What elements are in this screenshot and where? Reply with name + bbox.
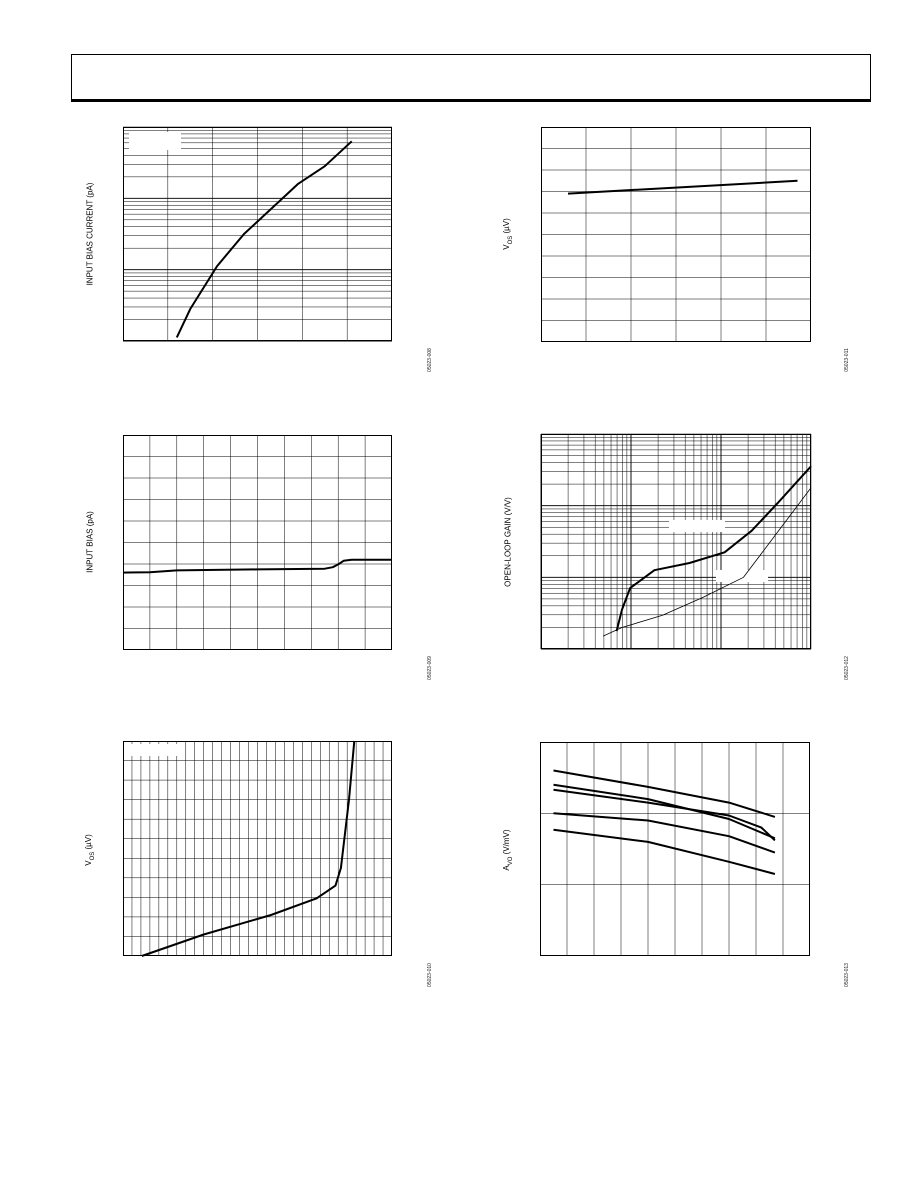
ylabel-vos-1-main: V xyxy=(502,244,512,250)
chart-input-bias-vs-vcm xyxy=(123,435,392,650)
figure-id-05023-008: 05023-008 xyxy=(427,348,433,372)
chart-open-loop-gain xyxy=(541,434,811,649)
ylabel-input-bias-current: INPUT BIAS CURRENT (pA) xyxy=(85,182,95,286)
chart-avo-vs-temp xyxy=(540,742,810,956)
chart-input-bias-vs-temp-svg xyxy=(123,127,392,341)
chart-avo-vs-temp-svg xyxy=(540,742,810,956)
ylabel-avo-sub: VO xyxy=(507,856,514,866)
chart-input-bias-vs-vcm-svg xyxy=(123,435,392,650)
ylabel-vos-1-sub: OS xyxy=(507,235,514,245)
chart-input-bias-vs-temp xyxy=(123,127,392,341)
chart-vos-vs-vcm-svg xyxy=(123,741,392,956)
ylabel-vos-2-main: V xyxy=(84,860,94,866)
chart-vos-vs-time-svg xyxy=(541,127,811,342)
legend-box xyxy=(128,744,180,756)
ylabel-vos-1-tail: (µV) xyxy=(502,218,512,236)
legend-box xyxy=(716,570,768,582)
legend-box xyxy=(129,132,181,150)
ylabel-vos-2 xyxy=(84,834,96,866)
chart-open-loop-gain-svg xyxy=(541,434,811,649)
figure-id-05023-010: 05023-010 xyxy=(427,963,433,987)
ylabel-vos-1 xyxy=(502,218,514,250)
ylabel-avo-main: A xyxy=(502,865,512,871)
ylabel-avo xyxy=(502,829,514,870)
chart-vos-vs-vcm xyxy=(123,741,392,956)
figure-id-05023-013: 05023-013 xyxy=(844,963,850,987)
ylabel-avo-tail: (V/mV) xyxy=(502,829,512,857)
figure-id-05023-012: 05023-012 xyxy=(844,656,850,680)
ylabel-vos-2-sub: OS xyxy=(89,851,96,861)
legend-box xyxy=(669,520,725,532)
ylabel-vos-2-tail: (µV) xyxy=(84,834,94,852)
ylabel-open-loop-gain: OPEN-LOOP GAIN (V/V) xyxy=(503,497,513,587)
page-header xyxy=(71,54,871,102)
figure-id-05023-009: 05023-009 xyxy=(427,656,433,680)
figure-id-05023-011: 05023-011 xyxy=(844,348,850,372)
ylabel-input-bias: INPUT BIAS (pA) xyxy=(85,511,95,573)
chart-vos-vs-time xyxy=(541,127,811,342)
